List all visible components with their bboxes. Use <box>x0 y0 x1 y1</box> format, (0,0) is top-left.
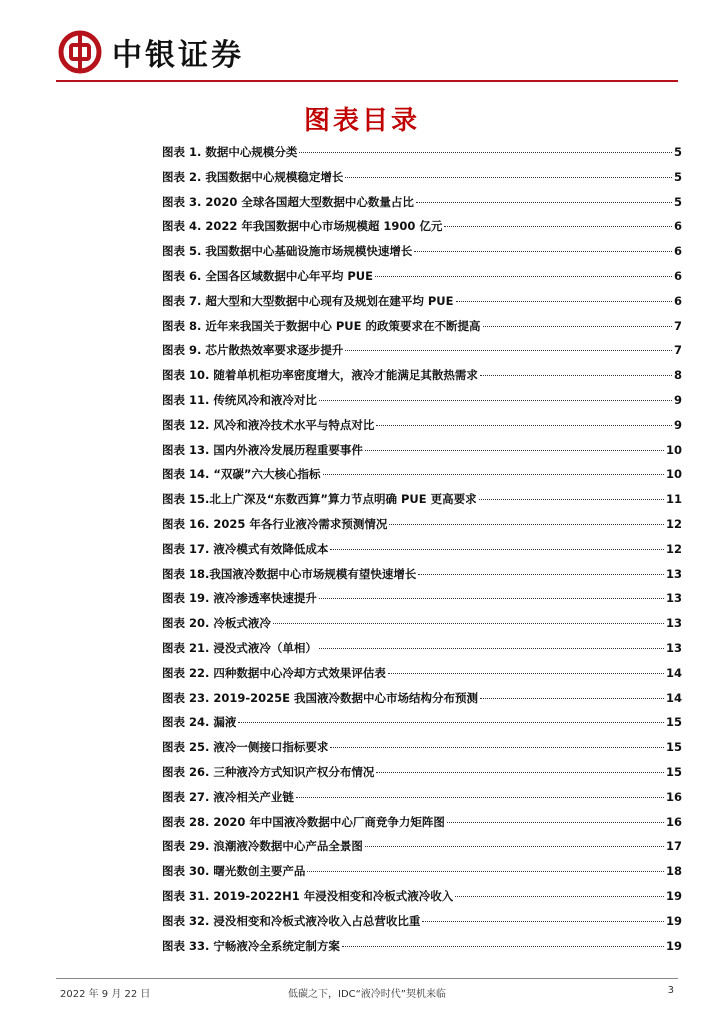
toc-list <box>162 144 682 962</box>
toc-entry-label: 图表 33. 宁畅液冷全系统定制方案 <box>162 938 340 953</box>
toc-entry-label: 图表 2. 我国数据中心规模稳定增长 <box>162 169 344 184</box>
toc-entry-page: 16 <box>665 814 682 829</box>
toc-entry-label: 图表 4. 2022 年我国数据中心市场规模超 1900 亿元 <box>162 219 443 234</box>
toc-entry[interactable] <box>162 516 682 541</box>
toc-entry-page: 12 <box>665 541 682 556</box>
toc-dot-leader <box>319 400 672 401</box>
toc-entry-label: 图表 29. 浪潮液冷数据中心产品全景图 <box>162 839 363 854</box>
toc-entry[interactable] <box>162 789 682 814</box>
toc-entry[interactable] <box>162 169 682 194</box>
toc-entry-page: 15 <box>665 740 682 755</box>
toc-entry-page: 6 <box>673 268 682 283</box>
toc-entry-page: 11 <box>665 492 682 507</box>
toc-entry-page: 5 <box>673 194 682 209</box>
toc-entry-label: 图表 17. 液冷模式有效降低成本 <box>162 541 329 556</box>
toc-entry-label: 图表 30. 曙光数创主要产品 <box>162 864 306 879</box>
toc-entry-label: 图表 3. 2020 全球各国超大型数据中心数量占比 <box>162 194 414 209</box>
toc-dot-leader <box>330 747 664 748</box>
brand-name: 中银证券 <box>112 38 244 73</box>
toc-entry-label: 图表 14. “双碳”六大核心指标 <box>162 467 321 482</box>
toc-dot-leader <box>480 698 664 699</box>
toc-dot-leader <box>479 499 664 500</box>
toc-entry-page: 10 <box>665 467 682 482</box>
header-divider <box>56 80 678 82</box>
toc-entry[interactable] <box>162 566 682 591</box>
toc-entry[interactable] <box>162 739 682 764</box>
toc-entry[interactable] <box>162 367 682 392</box>
toc-entry-page: 6 <box>673 219 682 234</box>
toc-entry-label: 图表 11. 传统风冷和液冷对比 <box>162 392 317 407</box>
toc-entry-page: 18 <box>665 864 682 879</box>
footer-page-number: 3 <box>667 985 674 996</box>
toc-entry-page: 5 <box>673 169 682 184</box>
toc-entry[interactable] <box>162 144 682 169</box>
toc-dot-leader <box>365 450 664 451</box>
toc-dot-leader <box>414 251 672 252</box>
toc-entry-page: 19 <box>665 888 682 903</box>
toc-entry-label: 图表 8. 近年来我国关于数据中心 PUE 的政策要求在不断提高 <box>162 318 481 333</box>
footer-date: 2022 年 9 月 22 日 <box>60 989 151 1000</box>
toc-entry-page: 16 <box>665 789 682 804</box>
toc-entry[interactable] <box>162 417 682 442</box>
toc-dot-leader <box>330 549 664 550</box>
toc-dot-leader <box>376 425 672 426</box>
toc-entry-label: 图表 21. 浸没式液冷（单相） <box>162 640 317 655</box>
toc-dot-leader <box>345 177 672 178</box>
toc-dot-leader <box>418 574 664 575</box>
toc-entry-page: 15 <box>665 715 682 730</box>
toc-dot-leader <box>299 152 672 153</box>
toc-entry[interactable] <box>162 491 682 516</box>
toc-entry-page: 14 <box>665 665 682 680</box>
toc-entry[interactable] <box>162 764 682 789</box>
toc-entry-page: 9 <box>673 417 682 432</box>
toc-dot-leader <box>323 474 664 475</box>
toc-entry-label: 图表 27. 液冷相关产业链 <box>162 789 294 804</box>
toc-dot-leader <box>483 326 672 327</box>
toc-entry-label: 图表 20. 冷板式液冷 <box>162 616 271 631</box>
toc-entry[interactable] <box>162 590 682 615</box>
toc-entry-label: 图表 23. 2019-2025E 我国液冷数据中心市场结构分布预测 <box>162 690 479 705</box>
footer-divider <box>56 978 678 979</box>
toc-entry-page: 8 <box>673 368 682 383</box>
toc-entry-page: 7 <box>673 343 682 358</box>
toc-entry-label: 图表 10. 随着单机柜功率密度增大，液冷才能满足其散热需求 <box>162 368 478 383</box>
header <box>58 30 244 74</box>
toc-entry-page: 6 <box>673 244 682 259</box>
toc-entry-label: 图表 22. 四种数据中心冷却方式效果评估表 <box>162 665 386 680</box>
toc-entry-page: 9 <box>673 392 682 407</box>
toc-dot-leader <box>388 673 664 674</box>
toc-entry-label: 图表 1. 数据中心规模分类 <box>162 145 298 159</box>
toc-dot-leader <box>296 797 664 798</box>
toc-entry-label: 图表 9. 芯片散热效率要求逐步提升 <box>162 343 344 358</box>
toc-entry-label: 图表 32. 浸没相变和冷板式液冷收入占总营收比重 <box>162 913 421 928</box>
toc-entry[interactable] <box>162 243 682 268</box>
toc-entry-page: 14 <box>665 690 682 705</box>
toc-entry-label: 图表 26. 三种液冷方式知识产权分布情况 <box>162 764 375 779</box>
toc-entry[interactable] <box>162 640 682 665</box>
toc-dot-leader <box>416 202 672 203</box>
toc-entry-label: 图表 5. 我国数据中心基础设施市场规模快速增长 <box>162 244 413 259</box>
toc-entry[interactable] <box>162 938 682 963</box>
toc-entry[interactable] <box>162 888 682 913</box>
toc-entry-label: 图表 24. 漏液 <box>162 715 237 730</box>
toc-entry[interactable] <box>162 863 682 888</box>
toc-entry-page: 7 <box>673 318 682 333</box>
toc-dot-leader <box>480 375 672 376</box>
toc-entry[interactable] <box>162 913 682 938</box>
toc-entry[interactable] <box>162 466 682 491</box>
toc-entry[interactable] <box>162 541 682 566</box>
toc-dot-leader <box>455 896 664 897</box>
toc-entry[interactable] <box>162 838 682 863</box>
toc-entry-label: 图表 7. 超大型和大型数据中心现有及规划在建平均 PUE <box>162 293 454 308</box>
toc-entry-page: 19 <box>665 913 682 928</box>
toc-entry-page: 13 <box>665 616 682 631</box>
toc-dot-leader <box>365 846 664 847</box>
toc-dot-leader <box>307 871 664 872</box>
toc-entry[interactable] <box>162 615 682 640</box>
toc-entry-label: 图表 12. 风冷和液冷技术水平与特点对比 <box>162 417 375 432</box>
boc-logo-icon <box>58 30 102 74</box>
toc-dot-leader <box>345 350 672 351</box>
toc-entry[interactable] <box>162 714 682 739</box>
toc-title: 图表目录 <box>303 106 420 136</box>
footer-report-title: 低碳之下，IDC“液冷时代”契机来临 <box>288 989 446 1000</box>
toc-entry-page: 13 <box>665 566 682 581</box>
toc-entry-label: 图表 19. 液冷渗透率快速提升 <box>162 591 317 606</box>
toc-entry[interactable] <box>162 342 682 367</box>
toc-entry-page: 17 <box>665 839 682 854</box>
toc-entry-page: 15 <box>665 764 682 779</box>
toc-dot-leader <box>376 772 664 773</box>
toc-dot-leader <box>319 648 664 649</box>
toc-dot-leader <box>273 623 664 624</box>
toc-entry-label: 图表 18.我国液冷数据中心市场规模有望快速增长 <box>162 566 417 581</box>
toc-entry[interactable] <box>162 293 682 318</box>
toc-entry-label: 图表 31. 2019-2022H1 年浸没相变和冷板式液冷收入 <box>162 888 454 903</box>
toc-entry-page: 19 <box>665 938 682 953</box>
toc-dot-leader <box>238 722 664 723</box>
toc-entry[interactable] <box>162 690 682 715</box>
toc-entry[interactable] <box>162 318 682 343</box>
toc-entry[interactable] <box>162 665 682 690</box>
toc-entry-page: 5 <box>673 145 682 159</box>
toc-entry-page: 6 <box>673 293 682 308</box>
toc-entry-label: 图表 25. 液冷一侧接口指标要求 <box>162 740 329 755</box>
toc-dot-leader <box>319 598 664 599</box>
toc-entry[interactable] <box>162 218 682 243</box>
toc-dot-leader <box>444 226 672 227</box>
toc-dot-leader <box>447 822 664 823</box>
toc-entry[interactable] <box>162 194 682 219</box>
toc-entry-label: 图表 16. 2025 年各行业液冷需求预测情况 <box>162 516 388 531</box>
toc-entry-label: 图表 15.北上广深及“东数西算”算力节点明确 PUE 更高要求 <box>162 492 477 507</box>
toc-entry[interactable] <box>162 442 682 467</box>
toc-dot-leader <box>375 276 672 277</box>
toc-dot-leader <box>389 524 664 525</box>
toc-entry-page: 10 <box>665 442 682 457</box>
toc-entry-label: 图表 13. 国内外液冷发展历程重要事件 <box>162 442 363 457</box>
toc-entry[interactable] <box>162 814 682 839</box>
toc-entry[interactable] <box>162 392 682 417</box>
toc-entry-label: 图表 6. 全国各区域数据中心年平均 PUE <box>162 268 374 283</box>
toc-dot-leader <box>456 301 672 302</box>
toc-dot-leader <box>342 946 664 947</box>
toc-entry-page: 13 <box>665 591 682 606</box>
toc-dot-leader <box>422 921 664 922</box>
toc-entry-page: 12 <box>665 516 682 531</box>
toc-entry-label: 图表 28. 2020 年中国液冷数据中心厂商竞争力矩阵图 <box>162 814 445 829</box>
toc-entry[interactable] <box>162 268 682 293</box>
toc-entry-page: 13 <box>665 640 682 655</box>
